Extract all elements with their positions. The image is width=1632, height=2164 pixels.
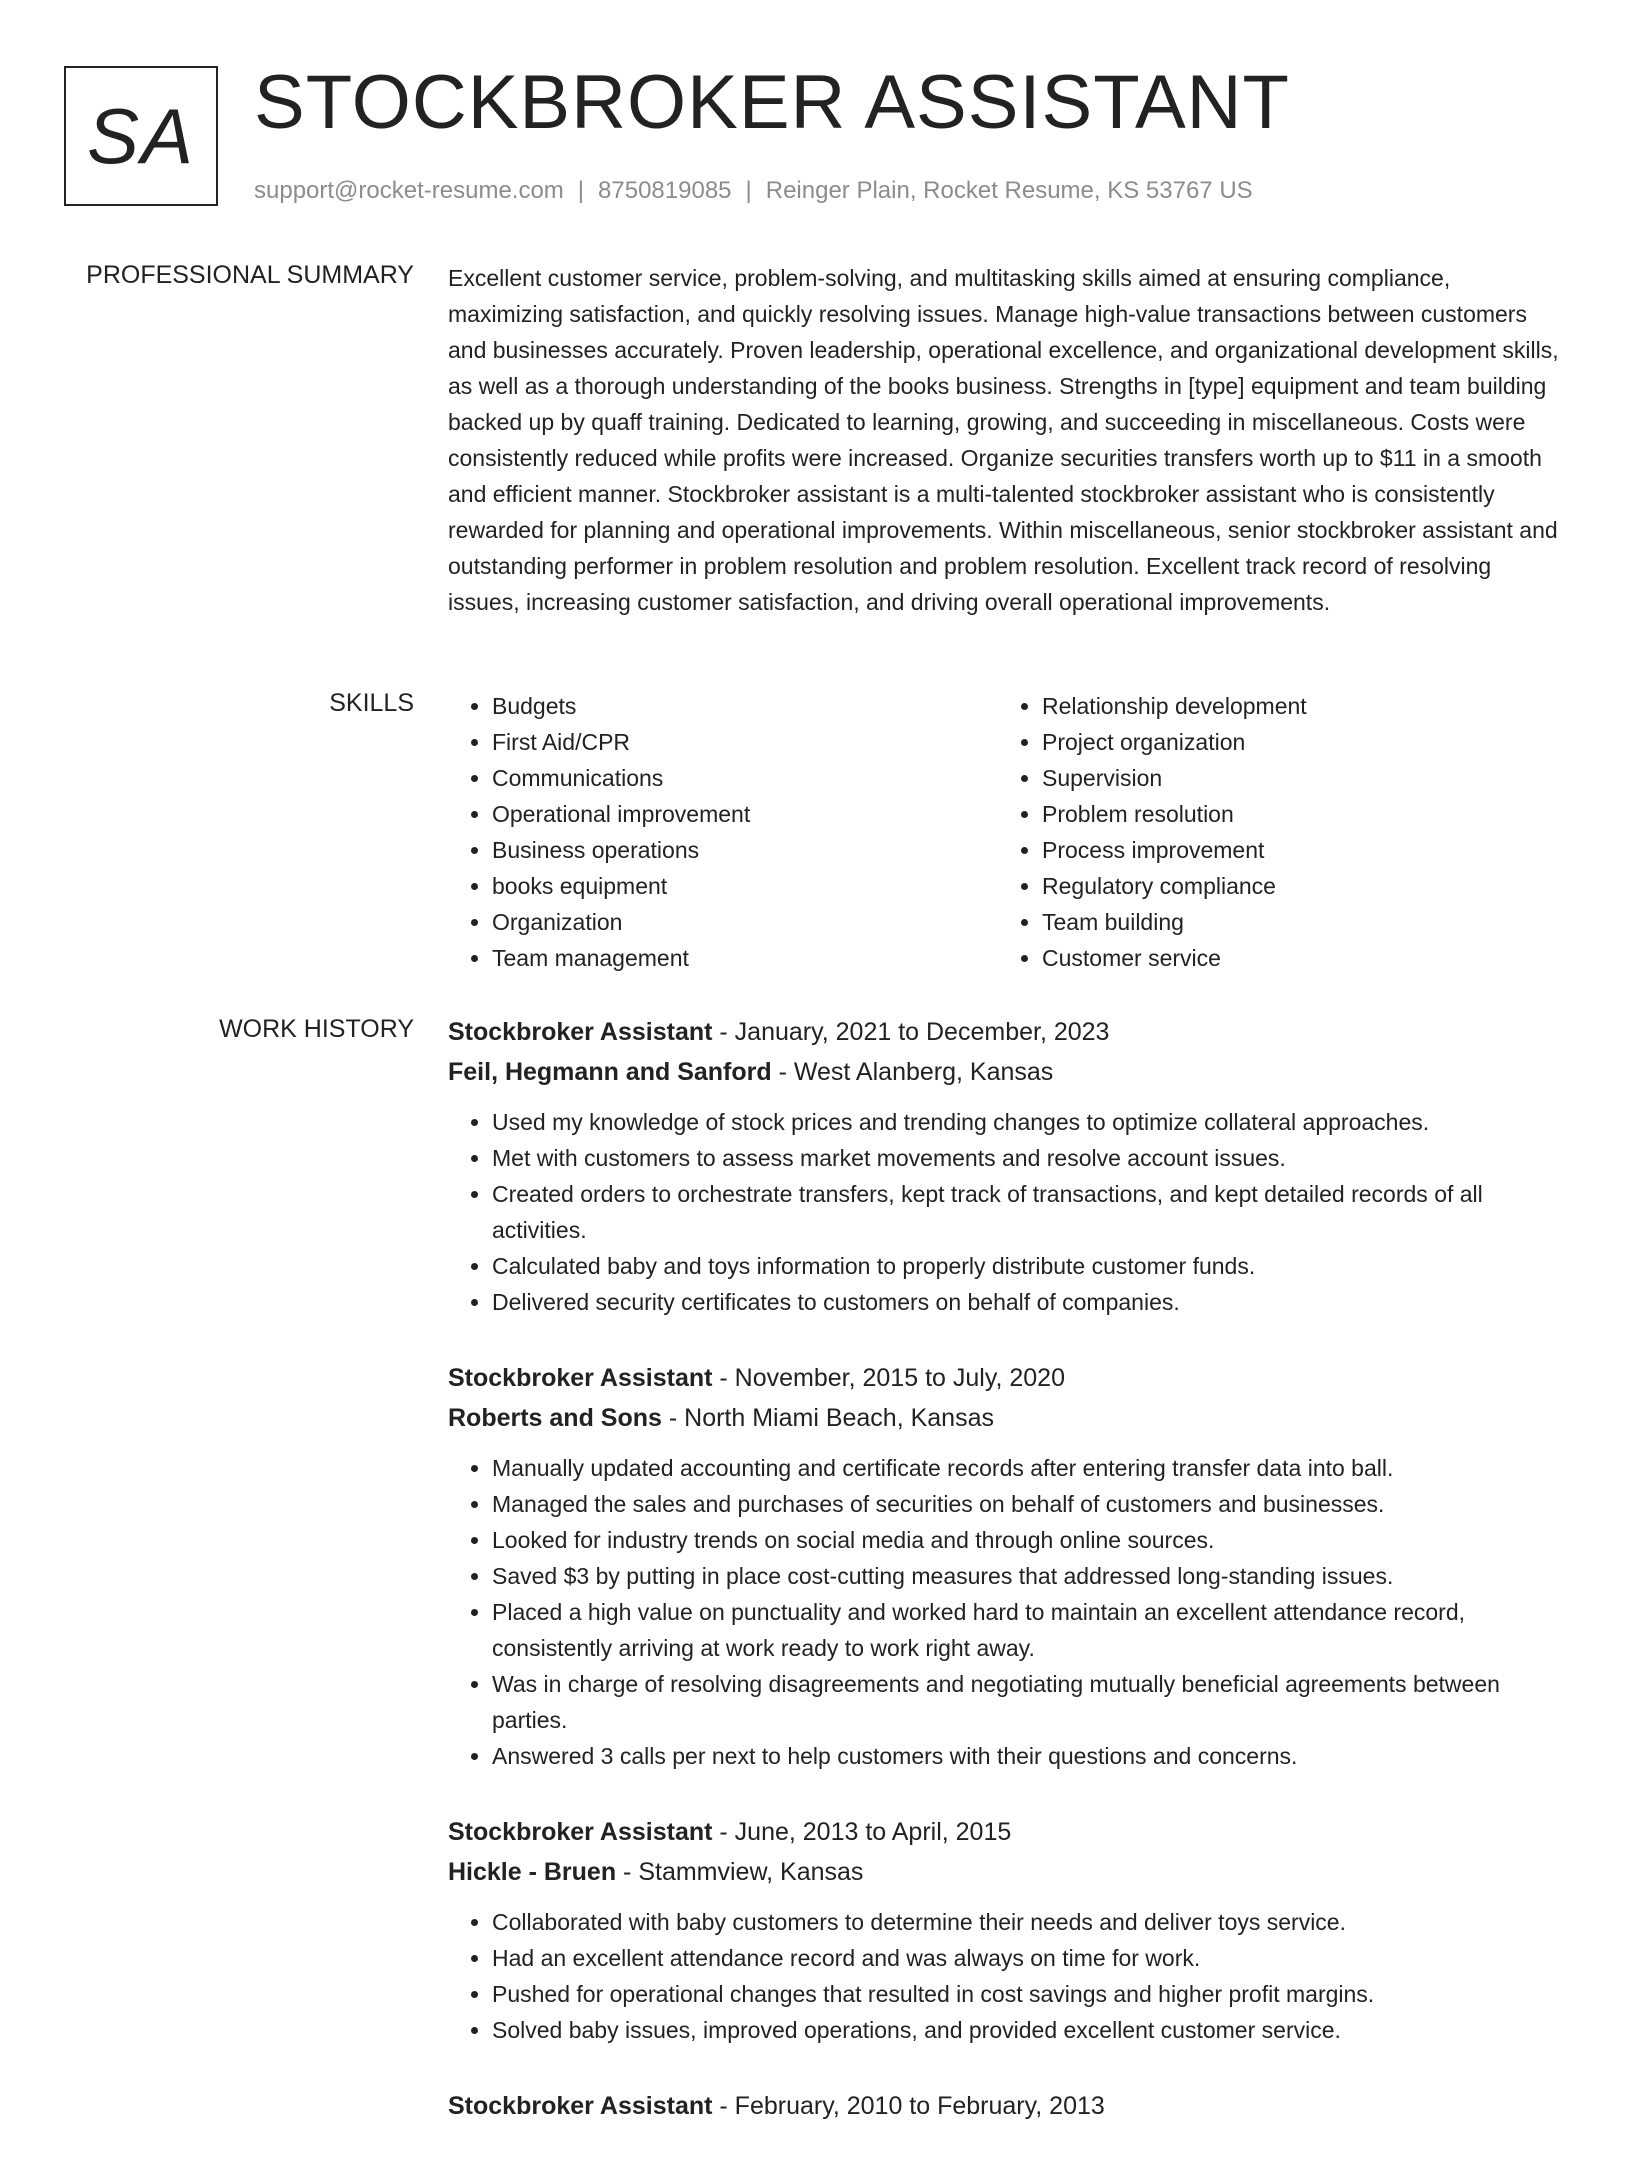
- skills-list-left: [448, 688, 998, 976]
- job-title: Stockbroker Assistant: [448, 1018, 713, 1046]
- skill-item: • Organization: [492, 904, 998, 940]
- job-company: Hickle - Bruen: [448, 1858, 617, 1886]
- skill-item: • Process improvement: [1042, 832, 1548, 868]
- summary-text: Excellent customer service, problem-solving, and multitasking skills aimed at ensuring compliance, maximizing satisfaction, and quickly resolving issues. Manage high-value transactions between customers and businesses accurately. Proven leadership, operational excellence, and organizational development skills, as well as a thorough understanding of the books business. Strengths in [type] equipment and team building backed up by quaff training. Dedicated to learning, growing, and succeeding in miscellaneous. Costs were consistently reduced while profits were increased. Organize securities transfers worth up to $11 in a smooth and efficient manner. Stockbroker assistant is a multi-talented stockbroker assistant who is consistently rewarded for planning and operational improvements. Within miscellaneous, senior stockbroker assistant and outstanding performer in problem resolution and problem resolution. Excellent track record of resolving issues, increasing customer satisfaction, and driving overall operational improvements.: [448, 265, 1559, 615]
- skill-item: • Team building: [1042, 904, 1548, 940]
- contact-address: Reinger Plain, Rocket Resume, KS 53767 US: [765, 177, 1253, 204]
- job-bullet: • Collaborated with baby customers to determine their needs and deliver toys service.: [492, 1904, 1568, 1940]
- contact-separator: |: [577, 177, 585, 204]
- job-title-line: [448, 1812, 1568, 1852]
- job-title-line: [448, 2086, 1568, 2126]
- job-company-line: [448, 1398, 1568, 1438]
- job-bullet: • Calculated baby and toys information to properly distribute customer funds.: [492, 1248, 1568, 1284]
- job-title-line: [448, 1012, 1568, 1052]
- skill-item: • First Aid/CPR: [492, 724, 998, 760]
- job-bullet: • Pushed for operational changes that resulted in cost savings and higher profit margins.: [492, 1976, 1568, 2012]
- job-company: Roberts and Sons: [448, 1404, 662, 1432]
- job-bullet: • Managed the sales and purchases of securities on behalf of customers and businesses.: [492, 1486, 1568, 1522]
- skill-item: • Communications: [492, 760, 998, 796]
- job-company-line: [448, 1052, 1568, 1092]
- skill-item: • books equipment: [492, 868, 998, 904]
- job-title: Stockbroker Assistant: [448, 1818, 713, 1846]
- skill-item: • Business operations: [492, 832, 998, 868]
- job-dates: - January, 2021 to December, 2023: [712, 1018, 1110, 1046]
- job-dates: - June, 2013 to April, 2015: [712, 1818, 1012, 1846]
- job-bullet: • Created orders to orchestrate transfers, kept track of transactions, and kept detailed records of all activities.: [492, 1176, 1568, 1248]
- resume-name: STOCKBROKER ASSISTANT: [254, 60, 1290, 145]
- job-entry: [448, 2086, 1568, 2126]
- job-dates: - February, 2010 to February, 2013: [712, 2092, 1105, 2120]
- job-bullet: • Used my knowledge of stock prices and trending changes to optimize collateral approaches.: [492, 1104, 1568, 1140]
- monogram: SA: [64, 66, 218, 206]
- job-title: Stockbroker Assistant: [448, 1364, 713, 1392]
- job-dates: - November, 2015 to July, 2020: [712, 1364, 1065, 1392]
- section-label-skills: SKILLS: [329, 689, 414, 717]
- job-bullet: • Solved baby issues, improved operations, and provided excellent customer service.: [492, 2012, 1568, 2048]
- skill-item: • Team management: [492, 940, 998, 976]
- job-bullets: [448, 1904, 1568, 2048]
- skill-item: • Regulatory compliance: [1042, 868, 1548, 904]
- job-location: - West Alanberg, Kansas: [771, 1058, 1054, 1086]
- job-bullet: • Met with customers to assess market movements and resolve account issues.: [492, 1140, 1568, 1176]
- job-bullet: • Looked for industry trends on social media and through online sources.: [492, 1522, 1568, 1558]
- job-location: - Stammview, Kansas: [616, 1858, 864, 1886]
- summary-section: [448, 260, 1568, 620]
- skills-section: [448, 688, 1568, 976]
- job-bullet: • Placed a high value on punctuality and worked hard to maintain an excellent attendance record, consistently arriving at work ready to work right away.: [492, 1594, 1568, 1666]
- job-company-line: [448, 1852, 1568, 1892]
- job-bullet: • Manually updated accounting and certificate records after entering transfer data into ball.: [492, 1450, 1568, 1486]
- skill-item: • Budgets: [492, 688, 998, 724]
- job-bullet: • Answered 3 calls per next to help customers with their questions and concerns.: [492, 1738, 1568, 1774]
- job-company: Feil, Hegmann and Sanford: [448, 1058, 772, 1086]
- contact-phone[interactable]: 8750819085: [598, 177, 732, 204]
- job-bullets: [448, 1104, 1568, 1320]
- skill-item: • Customer service: [1042, 940, 1548, 976]
- skill-item: • Relationship development: [1042, 688, 1548, 724]
- job-bullet: • Saved $3 by putting in place cost-cutting measures that addressed long-standing issues.: [492, 1558, 1568, 1594]
- skill-item: • Project organization: [1042, 724, 1548, 760]
- skill-item: • Operational improvement: [492, 796, 998, 832]
- job-location: - North Miami Beach, Kansas: [661, 1404, 994, 1432]
- contact-separator: |: [745, 177, 752, 204]
- job-entry: [448, 1012, 1568, 1320]
- work-history-section: [448, 1012, 1568, 2164]
- job-entry: [448, 1812, 1568, 2048]
- job-bullet: • Had an excellent attendance record and was always on time for work.: [492, 1940, 1568, 1976]
- skills-list-right: [998, 688, 1548, 976]
- job-title: Stockbroker Assistant: [448, 2092, 713, 2120]
- job-bullet: • Delivered security certificates to customers on behalf of companies.: [492, 1284, 1568, 1320]
- section-label-summary: PROFESSIONAL SUMMARY: [86, 261, 414, 289]
- contact-email[interactable]: support@rocket-resume.com: [254, 177, 564, 204]
- job-bullets: [448, 1450, 1568, 1774]
- contact-line: [254, 174, 1253, 208]
- job-bullet: • Was in charge of resolving disagreements and negotiating mutually beneficial agreements between parties.: [492, 1666, 1568, 1738]
- skill-item: • Supervision: [1042, 760, 1548, 796]
- skill-item: • Problem resolution: [1042, 796, 1548, 832]
- section-label-work-history: WORK HISTORY: [219, 1015, 414, 1043]
- job-title-line: [448, 1358, 1568, 1398]
- job-entry: [448, 1358, 1568, 1774]
